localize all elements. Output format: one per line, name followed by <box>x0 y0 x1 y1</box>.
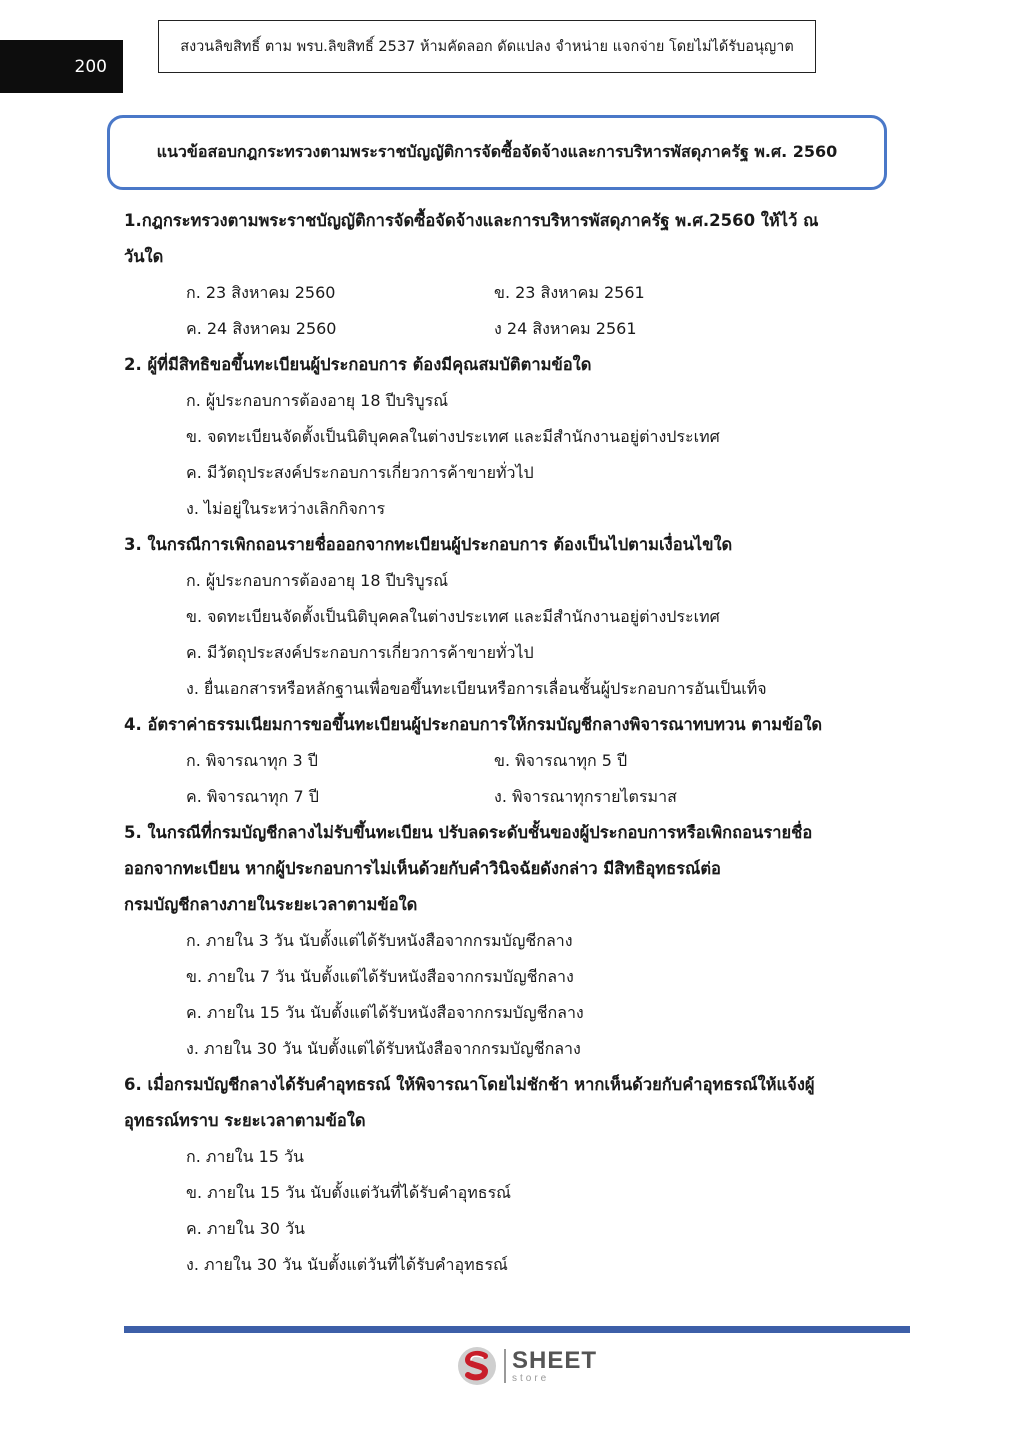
option-a: ก. ภายใน 15 วัน <box>186 1147 304 1166</box>
sheet-store-logo <box>456 1345 597 1387</box>
option-a: ก. พิจารณาทุก 3 ปี <box>186 751 318 770</box>
question-1 <box>124 203 884 347</box>
option-row <box>124 275 884 311</box>
option-b: ข. จดทะเบียนจัดตั้งเป็นนิติบุคคลในต่างประเทศ และมีสำนักงานอยู่ต่างประเทศ <box>186 427 720 446</box>
option-d: ง. ยื่นเอกสารหรือหลักฐานเพื่อขอขึ้นทะเบียนหรือการเลื่อนชั้นผู้ประกอบการอันเป็นเท็จ <box>186 679 767 698</box>
question-text: วันใด <box>124 247 164 266</box>
option-c: ค. 24 สิงหาคม 2560 <box>186 319 337 338</box>
question-3 <box>124 527 884 707</box>
option-c: ค. มีวัตถุประสงค์ประกอบการเกี่ยวการค้าขายทั่วไป <box>186 463 534 482</box>
question-4 <box>124 707 884 815</box>
option-a: ก. 23 สิงหาคม 2560 <box>186 283 336 302</box>
footer-divider <box>124 1326 910 1333</box>
section-title: แนวข้อสอบกฎกระทรวงตามพระราชบัญญัติการจัดซื้อจัดจ้างและการบริหารพัสดุภาครัฐ พ.ศ. 2560 <box>107 115 887 190</box>
option-a: ก. ภายใน 3 วัน นับตั้งแต่ได้รับหนังสือจากกรมบัญชีกลาง <box>186 931 573 950</box>
question-text: 6. เมื่อกรมบัญชีกลางได้รับคำอุทธรณ์ ให้พิจารณาโดยไม่ชักช้า หากเห็นด้วยกับคำอุทธรณ์ให้แจ้งผู้ <box>124 1075 815 1094</box>
logo-separator <box>504 1349 506 1383</box>
option-b: ข. พิจารณาทุก 5 ปี <box>494 751 628 770</box>
option-c: ค. ภายใน 30 วัน <box>186 1219 305 1238</box>
option-b: ข. ภายใน 7 วัน นับตั้งแต่ได้รับหนังสือจากกรมบัญชีกลาง <box>186 967 574 986</box>
option-c: ค. ภายใน 15 วัน นับตั้งแต่ได้รับหนังสือจากกรมบัญชีกลาง <box>186 1003 584 1022</box>
question-5 <box>124 815 884 1067</box>
question-text: 2. ผู้ที่มีสิทธิขอขึ้นทะเบียนผู้ประกอบการ ต้องมีคุณสมบัติตามข้อใด <box>124 355 592 374</box>
question-text: 4. อัตราค่าธรรมเนียมการขอขึ้นทะเบียนผู้ประกอบการให้กรมบัญชีกลางพิจารณาทบทวน ตามข้อใด <box>124 715 823 734</box>
question-text: 1.กฎกระทรวงตามพระราชบัญญัติการจัดซื้อจัดจ้างและการบริหารพัสดุภาครัฐ พ.ศ.2560 ให้ไว้ ณ <box>124 211 819 230</box>
option-a: ก. ผู้ประกอบการต้องอายุ 18 ปีบริบูรณ์ <box>186 571 449 590</box>
sheet-store-logo-icon <box>456 1345 498 1387</box>
question-text: ออกจากทะเบียน หากผู้ประกอบการไม่เห็นด้วยกับคำวินิจฉัยดังกล่าว มีสิทธิอุทธรณ์ต่อ <box>124 859 721 878</box>
option-d: ง. ภายใน 30 วัน นับตั้งแต่วันที่ได้รับคำอุทธรณ์ <box>186 1255 508 1274</box>
logo-brand: SHEET <box>512 1346 598 1374</box>
option-d: ง. พิจารณาทุกรายไตรมาส <box>494 787 677 806</box>
option-b: ข. 23 สิงหาคม 2561 <box>494 283 645 302</box>
question-text: อุทธรณ์ทราบ ระยะเวลาตามข้อใด <box>124 1111 366 1130</box>
question-text: 3. ในกรณีการเพิกถอนรายชื่อออกจากทะเบียนผู้ประกอบการ ต้องเป็นไปตามเงื่อนไขใด <box>124 535 733 554</box>
option-d: ง. ไม่อยู่ในระหว่างเลิกกิจการ <box>186 499 386 518</box>
option-b: ข. ภายใน 15 วัน นับตั้งแต่วันที่ได้รับคำอุทธรณ์ <box>186 1183 512 1202</box>
question-text: 5. ในกรณีที่กรมบัญชีกลางไม่รับขึ้นทะเบียน ปรับลดระดับชั้นของผู้ประกอบการหรือเพิกถอนรายชื่อ <box>124 823 813 842</box>
option-d: ง. ภายใน 30 วัน นับตั้งแต่ได้รับหนังสือจากกรมบัญชีกลาง <box>186 1039 581 1058</box>
option-row <box>124 311 884 347</box>
copyright-notice: สงวนลิขสิทธิ์ ตาม พรบ.ลิขสิทธิ์ 2537 ห้ามคัดลอก ดัดแปลง จำหน่าย แจกจ่าย โดยไม่ได้รับอนุญาต <box>158 20 816 73</box>
option-a: ก. ผู้ประกอบการต้องอายุ 18 ปีบริบูรณ์ <box>186 391 449 410</box>
option-row <box>124 743 884 779</box>
option-row <box>124 779 884 815</box>
option-b: ข. จดทะเบียนจัดตั้งเป็นนิติบุคคลในต่างประเทศ และมีสำนักงานอยู่ต่างประเทศ <box>186 607 720 626</box>
question-2 <box>124 347 884 527</box>
page-number: 200 <box>0 40 123 93</box>
question-text: กรมบัญชีกลางภายในระยะเวลาตามข้อใด <box>124 895 418 914</box>
logo-text <box>512 1346 598 1384</box>
option-d: ง 24 สิงหาคม 2561 <box>494 319 637 338</box>
question-list <box>124 203 884 1283</box>
option-c: ค. พิจารณาทุก 7 ปี <box>186 787 319 806</box>
logo-sub: store <box>512 1372 550 1384</box>
question-6 <box>124 1067 884 1283</box>
option-c: ค. มีวัตถุประสงค์ประกอบการเกี่ยวการค้าขายทั่วไป <box>186 643 534 662</box>
